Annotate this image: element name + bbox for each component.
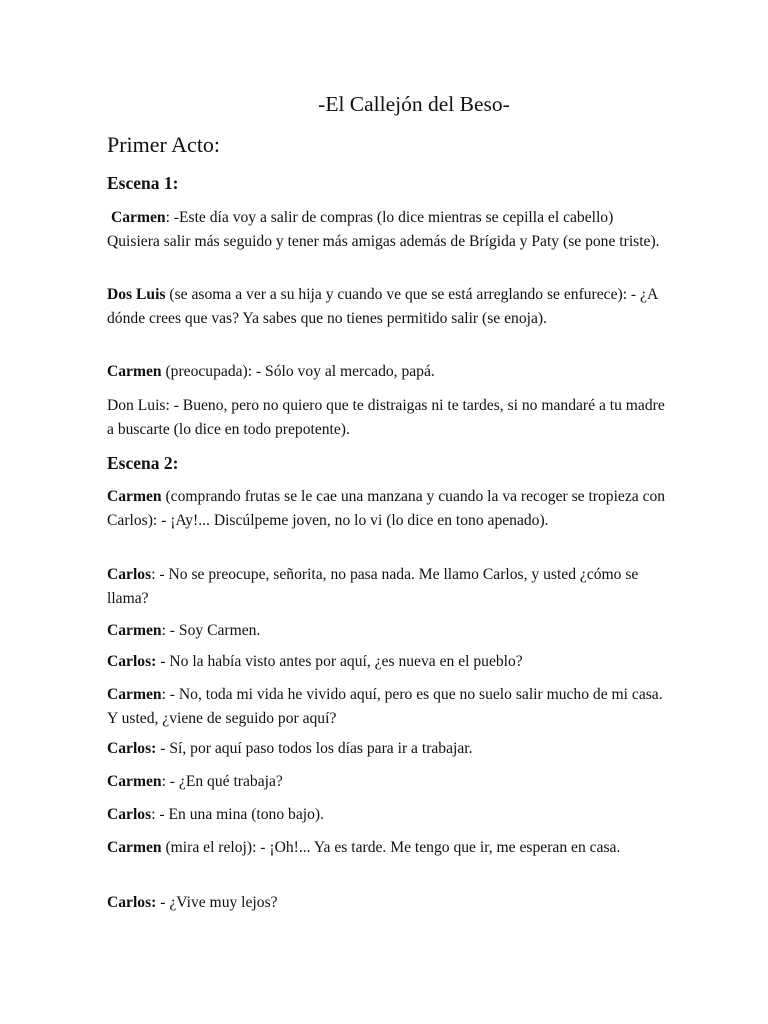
- dialogue-text: (se asoma a ver a su hija y cuando ve que se está arreglando se enfurece): - ¿A dónde crees que vas? Ya sabes que no tienes permitido salir (se enoja).: [107, 286, 658, 327]
- dialogue-line: [107, 770, 667, 794]
- speaker-name: Carmen: [107, 488, 162, 505]
- dialogue-line: [107, 650, 667, 674]
- dialogue-line: [107, 394, 667, 441]
- scene-1-heading: Escena 1:: [107, 173, 179, 193]
- speaker-name: Carlos:: [107, 653, 157, 670]
- speaker-name: Carlos: [107, 566, 152, 583]
- speaker-name: Carlos:: [107, 894, 157, 911]
- dialogue-text: : - Soy Carmen.: [161, 622, 261, 639]
- speaker-name: Carmen: [107, 839, 162, 856]
- dialogue-line: [107, 206, 667, 253]
- dialogue-line: [107, 360, 667, 384]
- dialogue-line: [107, 485, 667, 532]
- dialogue-text: : - En una mina (tono bajo).: [151, 806, 324, 823]
- speaker-name: Carmen: [107, 363, 162, 380]
- speaker-name: Carmen: [107, 773, 162, 790]
- speaker-name: Carlos:: [107, 740, 157, 757]
- act-heading: Primer Acto:: [107, 132, 221, 157]
- speaker-name: Carmen: [107, 686, 162, 703]
- dialogue-line: [107, 283, 667, 330]
- dialogue-text: - No la había visto antes por aquí, ¿es nueva en el pueblo?: [156, 653, 523, 670]
- speaker-name: Carlos: [107, 806, 152, 823]
- dialogue-line: [107, 683, 667, 730]
- dialogue-text: Don Luis: - Bueno, pero no quiero que te distraigas ni te tardes, si no mandaré a tu madre a buscarte (lo dice en todo prepotente).: [107, 397, 665, 438]
- dialogue-line: [107, 836, 667, 860]
- document-title: -El Callejón del Beso-: [318, 92, 510, 116]
- dialogue-text: : -Este día voy a salir de compras (lo dice mientras se cepilla el cabello) Quisiera salir más seguido y tener más amigas además de Brígida y Paty (se pone triste).: [107, 209, 660, 250]
- scene-2-heading: Escena 2:: [107, 453, 179, 473]
- speaker-name: Carmen: [111, 209, 166, 226]
- speaker-name: Dos Luis: [107, 286, 166, 303]
- dialogue-line: [107, 563, 667, 610]
- dialogue-text: : - ¿En qué trabaja?: [161, 773, 283, 790]
- dialogue-text: - ¿Vive muy lejos?: [156, 894, 278, 911]
- dialogue-text: - Sí, por aquí paso todos los días para ir a trabajar.: [156, 740, 473, 757]
- dialogue-text: : - No, toda mi vida he vivido aquí, pero es que no suelo salir mucho de mi casa. Y usted, ¿viene de seguido por aquí?: [107, 686, 663, 727]
- dialogue-text: (preocupada): - Sólo voy al mercado, papá.: [161, 363, 435, 380]
- dialogue-line: [107, 737, 667, 761]
- dialogue-text: (comprando frutas se le cae una manzana y cuando la va recoger se tropieza con Carlos): - ¡Ay!... Discúlpeme joven, no lo vi (lo dice en tono apenado).: [107, 488, 666, 529]
- dialogue-line: [107, 803, 667, 827]
- dialogue-text: : - No se preocupe, señorita, no pasa nada. Me llamo Carlos, y usted ¿cómo se llama?: [107, 566, 639, 607]
- speaker-name: Carmen: [107, 622, 162, 639]
- dialogue-line: [107, 891, 667, 915]
- dialogue-line: [107, 619, 667, 643]
- dialogue-text: (mira el reloj): - ¡Oh!... Ya es tarde. Me tengo que ir, me esperan en casa.: [161, 839, 621, 856]
